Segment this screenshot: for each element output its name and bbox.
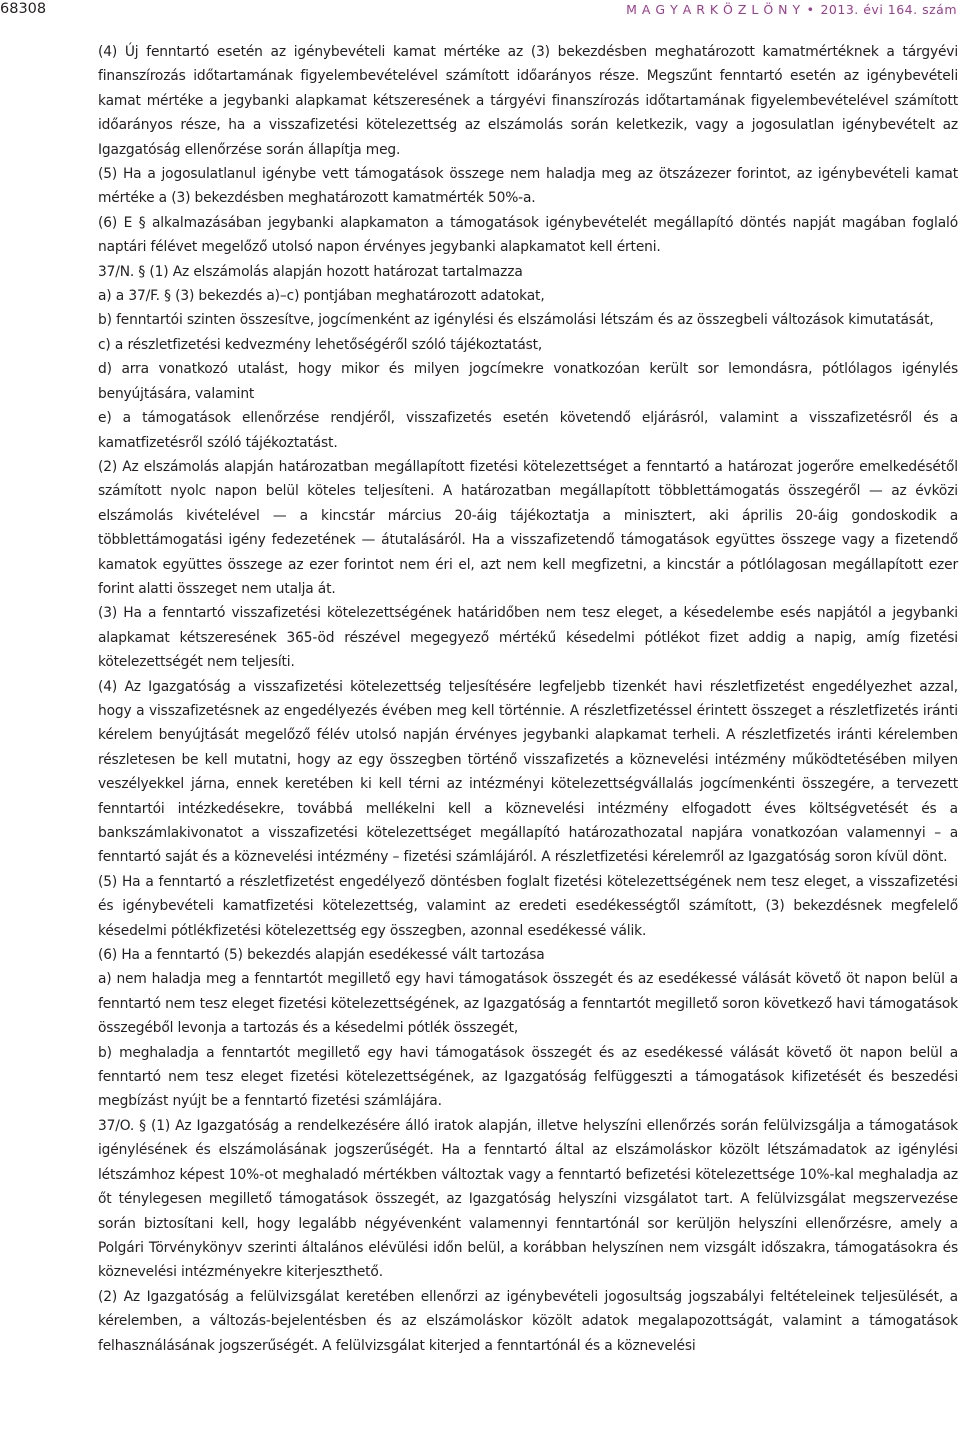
journal-title: M A G Y A R K Ö Z L Ö N Y — [626, 2, 801, 17]
list-item-6b: b) meghaladja a fenntartót megillető egy havi támogatások összegét és az esedékessé válását követő öt napon belül a fenntartó nem tesz eleget fizetési kötelezettségének, az Igazgatóság felfüggeszti a támogatások kifizetését és beszedési megbízást nyújt be a fenntartó fizetési számlájára. — [98, 1044, 958, 1110]
list-item-a: a) a 37/F. § (3) bekezdés a)–c) pontjában meghatározott adatokat, — [98, 288, 545, 305]
paragraph-37n-4: (4) Az Igazgatóság a visszafizetési kötelezettség teljesítésére legfeljebb tizenkét havi részletfizetést engedélyezhet azzal, hogy a visszafizetésnek az engedélyezés évében meg kell történnie. A részletfizetéssel érintett összeget a részletfizetés iránti kérelem benyújtását megelőző félév utolsó napján érvényes jegybanki alapkamat terheli. A részletfizetés iránti kérelemben részletesen be kell mutatni, hogy az egy összegben történő visszafizetés a köznevelési intézmény működtetésében milyen veszélyekkel járna, ennek keretében ki kell térni az intézményi kötelezettségvállalás jogcímenkénti összegére, a tervezett fenntartói intézkedésekre, továbbá mellékelni kell a köznevelési intézmény elfogadott éves költségvetését és a bankszámlakivonatot a visszafizetési kötelezettséget megállapító határozathozatal napjára vonatkozóan valamennyi – a fenntartó saját és a köznevelési intézmény – fizetési számlájáról. A részletfizetési kérelemről az Igazgatóság soron kívül dönt. — [98, 678, 958, 866]
list-item-c: c) a részletfizetési kedvezmény lehetőségéről szóló tájékoztatást, — [98, 336, 543, 353]
list-item-b: b) fenntartói szinten összesítve, jogcímenként az igénylési és elszámolási létszám és az összegbeli változások kimutatását, — [98, 312, 934, 329]
list-item-6a: a) nem haladja meg a fenntartót megillető egy havi támogatások összegét és az esedékessé válását követő öt napon belül a fenntartó nem tesz eleget fizetési kötelezettségének, az Igazgatóság a fenntartót megillető soron következő havi támogatások összegéből levonja a tartozás és a késedelmi pótlék összegét, — [98, 971, 958, 1037]
paragraph-37n-3: (3) Ha a fenntartó visszafizetési kötelezettségének határidőben nem tesz eleget, a késedelembe esés napjától a jegybanki alapkamat kétszeresének 365-öd részével megegyező mértékű késedelmi pótlékot fizet addig a napig, amíg fizetési kötelezettségét nem teljesíti. — [98, 605, 958, 671]
running-head — [626, 1, 957, 19]
page-header — [0, 0, 960, 24]
section-37o-1: 37/O. § (1) Az Igazgatóság a rendelkezésére álló iratok alapján, illetve helyszíni ellenőrzés során felülvizsgálja a támogatások igénylésének és elszámolásának jogszerűségét. Ha a fenntartó által az elszámoláskor közölt létszámadatok az igénylési létszámhoz képest 10%-ot meghaladó mértékben változtak vagy a fenntartó befizetési kötelezettsége 10%-kal meghaladja az őt ténylegesen megillető támogatások összegét, az Igazgatóság helyszíni vizsgálatot tart. A felülvizsgálat megszervezése során biztosítani kell, hogy legalább négyévenként valamennyi fenntartónál sor kerüljön helyszíni ellenőrzésre, amely a Polgári Törvénykönyv szerinti általános elévülési időn belül, a korábban helyszínen nem vizsgált időszakra, támogatásokra és köznevelési intézményekre kiterjeszthető. — [98, 1117, 958, 1281]
paragraph-4: (4) Új fenntartó esetén az igénybevételi kamat mértéke az (3) bekezdésben meghatározott kamatmértéknek a tárgyévi finanszírozás időtartamának figyelembevételével számított időarányos része. Megszűnt fenntartó esetén az igénybevételi kamat mértéke a jegybanki alapkamat kétszeresének a tárgyévi finanszírozás időtartamának figyelembevételével számított időarányos része, ha a visszafizetési kötelezettség az elszámolás során keletkezik, vagy a jogosulatlan igénybevételt az Igazgatóság ellenőrzése során állapítja meg. — [98, 44, 958, 158]
issue-label: 2013. évi 164. szám — [820, 2, 957, 17]
page-number: 68308 — [0, 1, 47, 17]
list-item-d: d) arra vonatkozó utalást, hogy mikor és milyen jogcímekre vonatkozóan került sor lemondásra, pótlólagos igénylés benyújtására, valamint — [98, 361, 958, 402]
paragraph-37n-6: (6) Ha a fenntartó (5) bekezdés alapján esedékessé vált tartozása — [98, 947, 545, 964]
list-item-e: e) a támogatások ellenőrzése rendjéről, visszafizetés esetén követendő eljárásról, valamint a visszafizetésről és a kamatfizetésről szóló tájékoztatást. — [98, 410, 958, 451]
paragraph-37n-2: (2) Az elszámolás alapján határozatban megállapított fizetési kötelezettséget a fenntartó a határozat jogerőre emelkedésétől számított nyolc napon belül köteles teljesíteni. A határozatban megállapított többlettámogatás összegéről — az évközi elszámolás kivételével — a kincstár március 20-áig tájékoztatja a minisztert, aki április 20-áig gondoskodik a többlettámogatási igény fedezetének — átutalásáról. Ha a visszafizetendő támogatások együttes összege vagy a fizetendő kamatok együttes összege az ezer forintot nem éri el, azt nem kell megfizetni, a kincstár a pótlólagosan megállapított ezer forint alatti összeget nem utalja át. — [98, 458, 958, 597]
section-37n-heading: 37/N. § (1) Az elszámolás alapján hozott határozat tartalmazza — [98, 263, 523, 280]
header-separator: • — [806, 2, 815, 17]
section-37o-2: (2) Az Igazgatóság a felülvizsgálat keretében ellenőrzi az igénybevételi jogosultság jogszabályi feltételeinek teljesülését, a kérelemben, a változás-bejelentésben és az elszámoláskor közölt adatok megalapozottságát, valamint a támogatások felhasználásának jogszerűségét. A felülvizsgálat kiterjed a fenntartónál és a köznevelési — [98, 1288, 958, 1354]
document-body — [98, 40, 958, 1358]
paragraph-5: (5) Ha a jogosulatlanul igénybe vett támogatások összege nem haladja meg az ötszázezer forintot, az igénybevételi kamat mértéke a (3) bekezdésben meghatározott kamatmérték 50%-a. — [98, 166, 958, 207]
paragraph-6: (6) E § alkalmazásában jegybanki alapkamaton a támogatások igénybevételét megállapító döntés napját magában foglaló naptári félévet megelőző utolsó napon érvényes jegybanki alapkamatot kell érteni. — [98, 214, 958, 256]
paragraph-37n-5: (5) Ha a fenntartó a részletfizetést engedélyező döntésben foglalt fizetési kötelezettségének nem tesz eleget, a visszafizetési és igénybevételi kamatfizetési kötelezettség, valamint az eredeti esedékességtől számított, (3) bekezdésnek megfelelő késedelmi pótlékfizetési kötelezettség egy összegben, azonnal esedékessé válik. — [98, 873, 958, 939]
